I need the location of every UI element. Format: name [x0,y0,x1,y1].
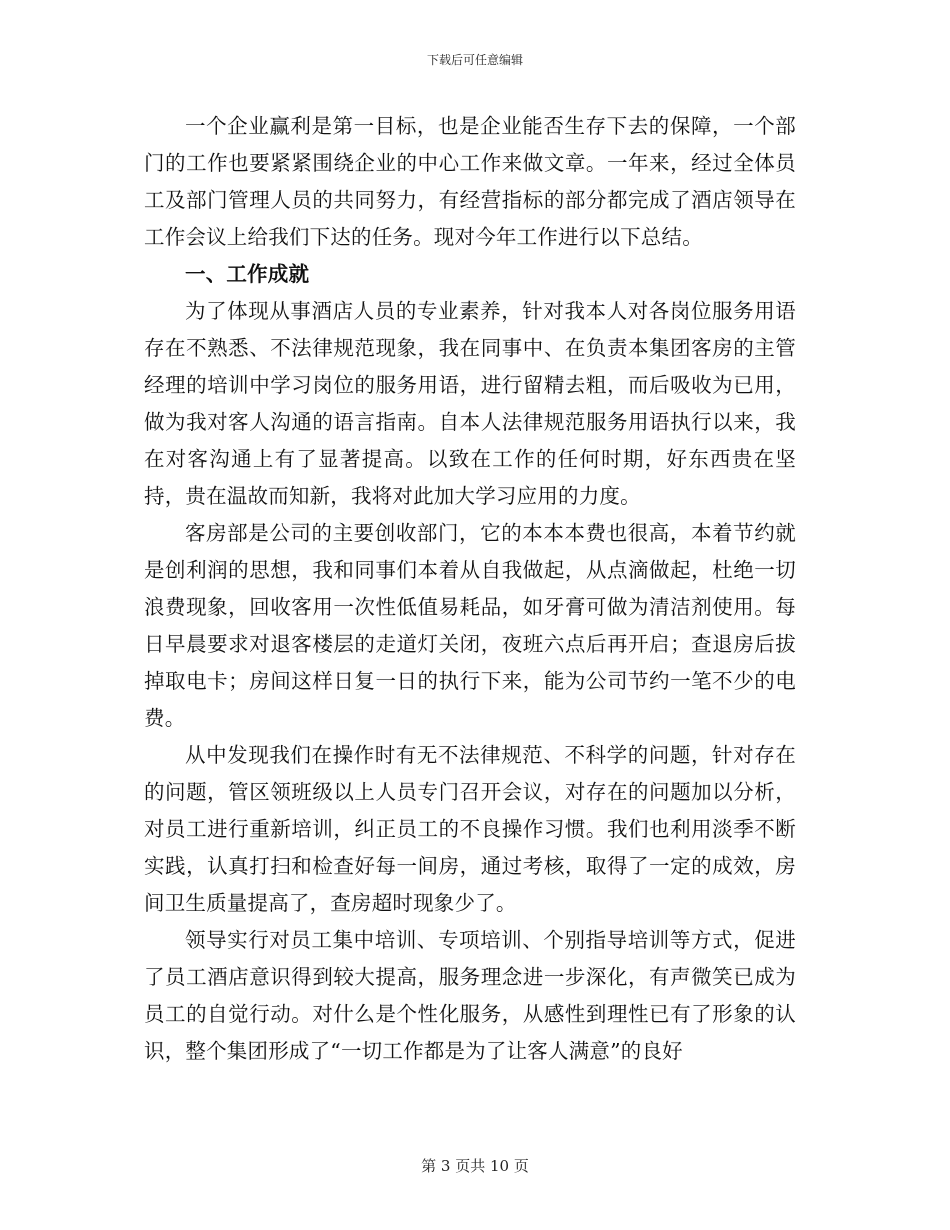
section-heading: 一、工作成就 [185,262,310,286]
page-header: 下载后可任意编辑 [426,53,523,67]
paragraph-service-language: 为了体现从事酒店人员的专业素养，针对我本人对各岗位服务用语存在不熟悉、不法律规范现象，我在同事中、在负责本集团客房的主管经理的培训中学习岗位的服务用语，进行留精去粗，而后吸收为已用，做为我对客人沟通的语言指南。自本人法律规范服务用语执行以来，我在对客沟通上有了显著提高。以致在工作的任何时期，好东西贵在坚持，贵在温故而知新，我将对此加大学习应用的力度。 [144,299,796,508]
page-footer: 第 3 页共 10 页 [421,1157,529,1175]
document-body [144,108,796,1070]
paragraph-cost-saving: 客房部是公司的主要创收部门，它的本本本费也很高，本着节约就是创利润的思想，我和同事们本着从自我做起，从点滴做起，杜绝一切浪费现象，回收客用一次性低值易耗品，如牙膏可做为清洁剂使用。每日早晨要求对退客楼层的走道灯关闭，夜班六点后再开启；查退房后拔掉取电卡；房间这样日复一日的执行下来，能为公司节约一笔不少的电费。 [144,521,796,730]
paragraph-intro: 一个企业赢利是第一目标，也是企业能否生存下去的保障，一个部门的工作也要紧紧围绕企业的中心工作来做文章。一年来，经过全体员工及部门管理人员的共同努力，有经营指标的部分都完成了酒店领导在工作会议上给我们下达的任务。现对今年工作进行以下总结。 [144,114,796,249]
paragraph-training: 领导实行对员工集中培训、专项培训、个别指导培训等方式，促进了员工酒店意识得到较大提高，服务理念进一步深化，有声微笑已成为员工的自觉行动。对什么是个性化服务，从感性到理性已有了形象的认识，整个集团形成了“一切工作都是为了让客人满意”的良好 [144,928,796,1063]
paragraph-operation-issues: 从中发现我们在操作时有无不法律规范、不科学的问题，针对存在的问题，管区领班级以上人员专门召开会议，对存在的问题加以分析，对员工进行重新培训，纠正员工的不良操作习惯。我们也利用淡季不断实践，认真打扫和检查好每一间房，通过考核，取得了一定的成效，房间卫生质量提高了，查房超时现象少了。 [144,743,796,915]
